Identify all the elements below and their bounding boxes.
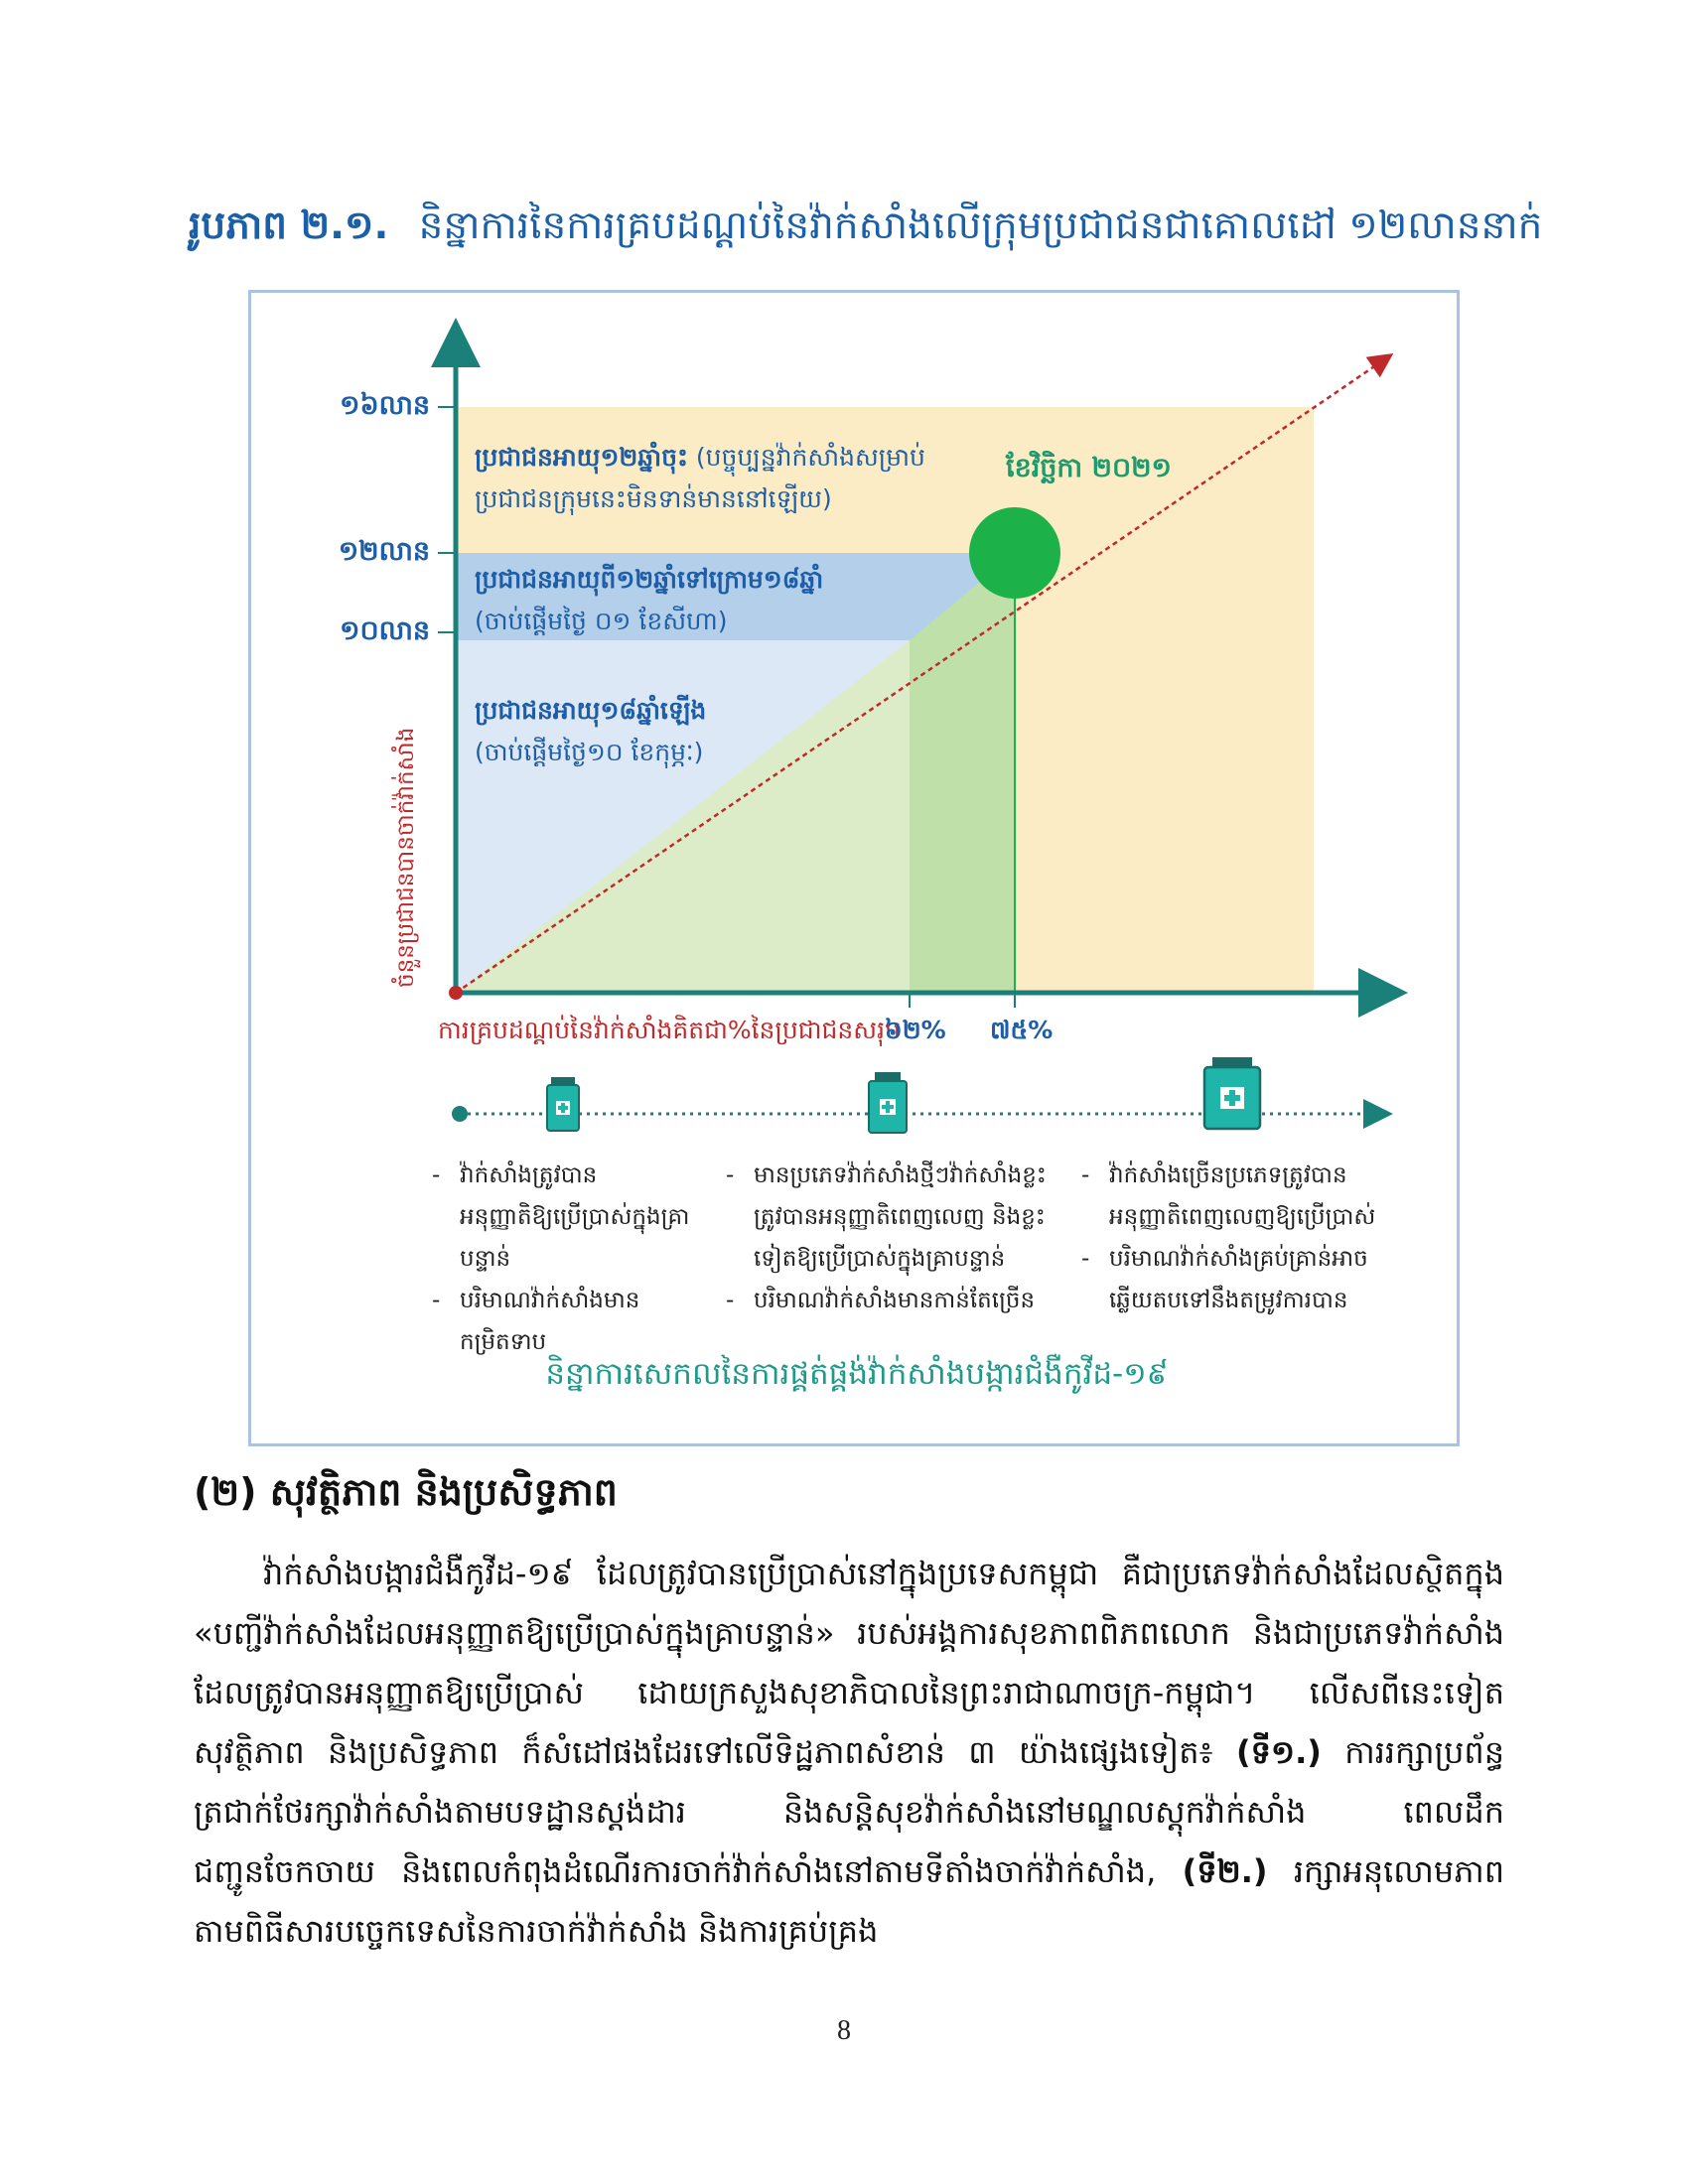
y-tick-16m: ១៦លាន	[340, 390, 430, 421]
point-1-label: (ទី១.)	[1235, 1733, 1322, 1771]
zone-18-plus-note: (ចាប់ផ្តើមថ្ងៃ១០ ខែកុម្ភៈ)	[475, 738, 704, 766]
vial-icon	[547, 1077, 579, 1131]
bullet-item: - បរិមាណវ៉ាក់សាំងគ្រប់គ្រាន់អាចឆ្លើយតបទៅនឹងតម្រូវការបាន	[1081, 1238, 1409, 1321]
bullet-item: - បរិមាណវ៉ាក់សាំងមានកាន់តែច្រើន	[726, 1280, 1063, 1321]
timeline-column-2	[726, 1155, 1063, 1321]
zone-18-plus-label	[475, 690, 991, 773]
zone-12-18-label	[475, 559, 1001, 642]
paragraph-text-1: វ៉ាក់សាំងបង្ការជំងឺកូវីដ-១៩ ដែលត្រូវបានប្រើប្រាស់នៅក្នុងប្រទេសកម្ពុជា គឺជាប្រភេទវ៉ាក់សាំងដែលស្ថិតក្នុង «បញ្ជីវ៉ាក់សាំងដែលអនុញ្ញាតឱ្យប្រើប្រាស់ក្នុងគ្រាបន្ទាន់» របស់អង្គការសុខភាពពិភពលោក និងជាប្រភេទវ៉ាក់សាំងដែលត្រូវបានអនុញ្ញាតឱ្យប្រើប្រាស់ ដោយក្រសួងសុខាភិបាលនៃព្រះរាជាណាចក្រ-កម្ពុជា។ លើសពីនេះទៀត សុវត្ថិភាព និងប្រសិទ្ធភាព ក៏សំដៅផងដែរទៅលើទិដ្ឋភាពសំខាន់ ៣ យ៉ាងផ្សេងទៀត៖	[194, 1555, 1504, 1771]
y-axis-label: ចំនួនប្រជាជនបានចាក់វ៉ាក់សាំង	[393, 727, 419, 988]
zone-under-12-note2: ប្រជាជនក្រុមនេះមិនទាន់មាននៅឡើយ)	[475, 484, 832, 513]
bullet-item: - បរិមាណវ៉ាក់សាំងមានកម្រិតទាប	[432, 1280, 690, 1363]
zone-under-12-note1: (បច្ចុប្បន្នវ៉ាក់សាំងសម្រាប់	[695, 443, 925, 472]
x-tick-62: ៦២%	[885, 1016, 946, 1044]
timeline-column-1	[432, 1155, 690, 1363]
figure-caption: និន្នាការសេកលនៃការផ្គត់ផ្គង់វ៉ាក់សាំងបង្ការជំងឺកូវីដ-១៩	[545, 1356, 1169, 1392]
x-tick-75: ៧៥%	[990, 1016, 1054, 1044]
bullet-item: - មានប្រភេទវ៉ាក់សាំងថ្មីៗវ៉ាក់សាំងខ្លះត្រូវបានអនុញ្ញាតិពេញលេញ និងខ្លះទៀតឱ្យប្រើប្រាស់ក្នុងគ្រាបន្ទាន់	[726, 1155, 1063, 1280]
point-2-label: (ទី២.)	[1182, 1852, 1268, 1890]
origin-dot	[449, 986, 463, 1000]
bullet-item: - វ៉ាក់សាំងច្រើនប្រភេទត្រូវបានអនុញ្ញាតិពេញលេញឱ្យប្រើប្រាស់	[1081, 1155, 1409, 1238]
page-number: 8	[837, 2015, 851, 2046]
vial-icon	[1204, 1057, 1260, 1129]
x-axis-label: ការគ្របដណ្តប់នៃវ៉ាក់សាំងគិតជា%នៃប្រជាជនសរុប	[438, 1016, 901, 1044]
zone-under-12-label	[475, 437, 1011, 520]
milestone-label: ខែវិច្ឆិកា ២០២១	[1006, 453, 1172, 483]
body-paragraph	[194, 1544, 1504, 1961]
figure-title	[189, 199, 1543, 254]
zone-18-plus-title: ប្រជាជនអាយុ១៨ឆ្នាំឡើង	[475, 696, 707, 725]
zone-under-12-title: ប្រជាជនអាយុ១២ឆ្នាំចុះ	[475, 443, 688, 472]
y-tick-12m: ១២លាន	[338, 536, 430, 567]
section-heading: (២) សុវត្ថិភាព និងប្រសិទ្ធភាព	[194, 1470, 618, 1514]
figure-number: រូបភាព ២.១.	[189, 204, 389, 248]
timeline-column-3	[1081, 1155, 1409, 1321]
figure-frame	[248, 290, 1460, 1446]
paragraph-text-2: ការរក្សាប្រព័ន្ធត្រជាក់ថែរក្សាវ៉ាក់សាំងតាមបទដ្ឋានស្តង់ដារ និងសន្តិសុខវ៉ាក់សាំងនៅមណ្ឌលស្តុកវ៉ាក់សាំង ពេលដឹកជញ្ជូនចែកចាយ និងពេលកំពុងដំណើរការចាក់វ៉ាក់សាំងនៅតាមទីតាំងចាក់វ៉ាក់សាំង,	[194, 1733, 1505, 1890]
bullet-item: - វ៉ាក់សាំងត្រូវបានអនុញ្ញាតិឱ្យប្រើប្រាស់ក្នុងគ្រាបន្ទាន់	[432, 1155, 690, 1280]
zone-12-18-note: (ចាប់ផ្តើមថ្ងៃ ០១ ខែសីហា)	[475, 607, 728, 635]
zone-12-18-title: ប្រជាជនអាយុពី១២ឆ្នាំទៅក្រោម១៨ឆ្នាំ	[475, 565, 824, 594]
figure-title-text: និន្នាការនៃការគ្របដណ្តប់នៃវ៉ាក់សាំងលើក្រុមប្រជាជនជាគោលដៅ ១២លាននាក់	[418, 204, 1543, 248]
paragraph-text-3: រក្សាអនុលោមភាព តាមពិធីសារបច្ចេកទេសនៃការចាក់វ៉ាក់សាំង និងការគ្រប់គ្រង	[194, 1852, 1504, 1950]
y-tick-10m: ១០លាន	[340, 615, 430, 646]
vial-icon	[869, 1072, 907, 1133]
